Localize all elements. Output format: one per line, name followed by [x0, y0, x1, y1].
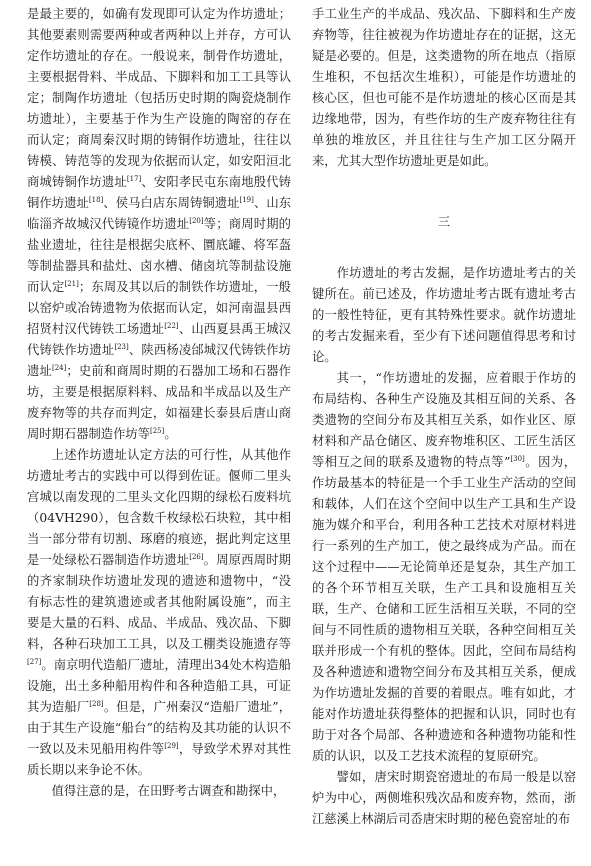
text: 。但是，广州秦汉“造船厂遗址”，由于其生产设施“船台”的结构及其功能的认识不一致以及未见船用构件等 — [27, 700, 291, 756]
footnote-ref: [24] — [51, 363, 67, 372]
paragraph: 手工业生产的半成品、残次品、下脚料和生产废弃物等，往往被视为作坊遗址存在的证据，这无疑是必要的。但是，这类遗物的所在地点（指原生堆积，不包括次生堆积），可能是作坊遗址的核心区，但也可能不是作坊遗址的核心区而是其边缘地带，因为，有些作坊的生产废弃物往往有单独的堆放区，并且往往与生产加工区分隔开来，尤其大型作坊遗址更是如此。 — [312, 7, 576, 168]
text: ；史前和商周时期的石器加工场和石器作坊，主要是根据原料料、成品和半成品以及生产废弃物等的共存而判定，如福建长泰县后唐山商周时期石器制造作坊等 — [27, 364, 291, 441]
text: 是最主要的，如确有发现即可认定为作坊遗址；其他要素则需要两种或者两种以上并存，方可认定作坊遗址的存在。一般说来，制骨作坊遗址，主要根据骨料、半成品、下脚料和加工工具等认定；制陶作坊遗址（包括历史时期的陶瓷烧制作坊遗址），主要基于作为生产设施的陶窑的存在而认定；商周秦汉时期的铸铜作坊遗址，往往以铸模、铸范等的发现为依据而认定，如安阳洹北商城铸铜作坊遗址 — [27, 7, 291, 189]
paragraph — [312, 368, 576, 767]
footnote-ref: [20] — [189, 216, 204, 225]
text: 其一，“作坊遗址的发掘，应着眼于作坊的布局结构、各种生产设施及其相互间的关系、各类遗物的空间分布及其相互关系，如作业区、原材料和产品仓储区、废弃物堆积区、工匠生活区等相互之间的联系及遗物的特点等” — [312, 371, 576, 469]
text: 。南京明代造船厂遗址，清理出34处木构造船设施，出土多种船用构件和各种造船工具，可证其为造船厂 — [27, 658, 291, 714]
footnote-ref: [30] — [510, 454, 525, 463]
text: 、安阳孝民屯东南地殷代铸铜作坊遗址 — [27, 175, 291, 210]
footnote-ref: [19] — [239, 195, 254, 204]
text: 。因为，作坊最基本的特征是一个手工业生产活动的空间和载体，人们在这个空间中以生产工具和生产设施为媒介和平台，利用各种工艺技术对原材料进行一系列的生产加工，使之最终成为产品。而在这个过程中——无论简单还是复杂，其生产加工的各个环节相互关联，生产工具和设施相互关联，生产、仓储和工匠生活相互关联，不同的空间与不同性质的遗物相互关联，各种空间相互关联并形成一个有机的整体。因此，空间布局结构及各种遗迹和遗物空间分布及其相互关系，便成为作坊遗址发掘的首要的着眼点。唯有如此，才能对作坊遗址获得整体的把握和认识，同时也有助于对各个局部、各种遗迹和各种遗物功能和性质的认识，以及工艺技术流程的复原研究。 — [312, 455, 576, 763]
footnote-ref: [23] — [114, 342, 129, 351]
footnote-ref: [27] — [27, 657, 42, 666]
paragraph: 值得注意的是，在田野考古调查和勘探中， — [51, 784, 286, 798]
paragraph: 作坊遗址的考古发掘，是作坊遗址考古的关键所在。前已述及，作坊遗址考古既有遗址考古的一般性特征，更有其特殊性要求。就作坊遗址的考古发掘来看，至少有下述问题值得思考和讨论。 — [312, 266, 576, 364]
text: 、陕西杨凌邰城汉代铸铁作坊遗址 — [27, 343, 291, 378]
footnote-ref: [28] — [89, 699, 104, 708]
text: 、侯马白店东周铸铜遗址 — [103, 196, 240, 210]
footnote-ref: [29] — [164, 741, 179, 750]
left-column — [27, 4, 291, 802]
paragraph: 譬如，唐宋时期瓷窑遗址的布局一般是以窑炉为中心，两侧堆积残次品和废弃物，然而，浙江慈溪上林湖后司岙唐宋时期的秘色瓷窑址的布 — [312, 770, 576, 826]
text: ；东周及其以后的制铁作坊遗址，一般以窑炉或冶铸遗物为依据而认定，如河南温县西招贤村汉代铸铁工场遗址 — [27, 280, 291, 336]
footnote-ref: [26] — [189, 552, 204, 561]
text: 等；商周时期的盐业遗址，往往是根据尖底杯、圜底罐、将军盔等制盐器具和盐灶、卤水槽、储卤坑等制盐设施而认定 — [27, 217, 291, 294]
footnote-ref: [17] — [126, 174, 142, 183]
paragraph — [27, 4, 291, 445]
footnote-ref: [21] — [64, 279, 79, 288]
text: 、山西夏县禹王城汉代铸铁作坊遗址 — [27, 322, 291, 357]
footnote-ref: [25] — [149, 426, 165, 435]
section-number: 三 — [437, 215, 451, 229]
text: 、山东临淄齐故城汉代铸镜作坊遗址 — [27, 196, 291, 231]
right-column — [312, 4, 576, 830]
text: 上述作坊遗址认定方法的可行性，从其他作坊遗址考古的实践中可以得到佐证。偃师二里头宫城以南发现的二里头文化四期的绿松石废料坑（04VH290），包含数千枚绿松石块粒，其中相当一部分带有切割、琢磨的痕迹，据此判定这里是一处绿松石器制造作坊遗址 — [27, 448, 291, 567]
text: 。周原西周时期的齐家制玦作坊遗址发现的遗迹和遗物中，“没有标志性的建筑遗迹或者其他附属设施”，而主要是大量的石料、成品、半成品、残次品、下脚料，各种石玦加工工具，以及工棚类设施遗存等 — [27, 553, 291, 651]
paragraph — [27, 445, 291, 781]
footnote-ref: [22] — [164, 321, 179, 330]
text: 。 — [164, 427, 177, 441]
text: ，导致学术界对其性质长期以来争论不休。 — [27, 742, 291, 777]
footnote-ref: [18] — [88, 195, 104, 204]
